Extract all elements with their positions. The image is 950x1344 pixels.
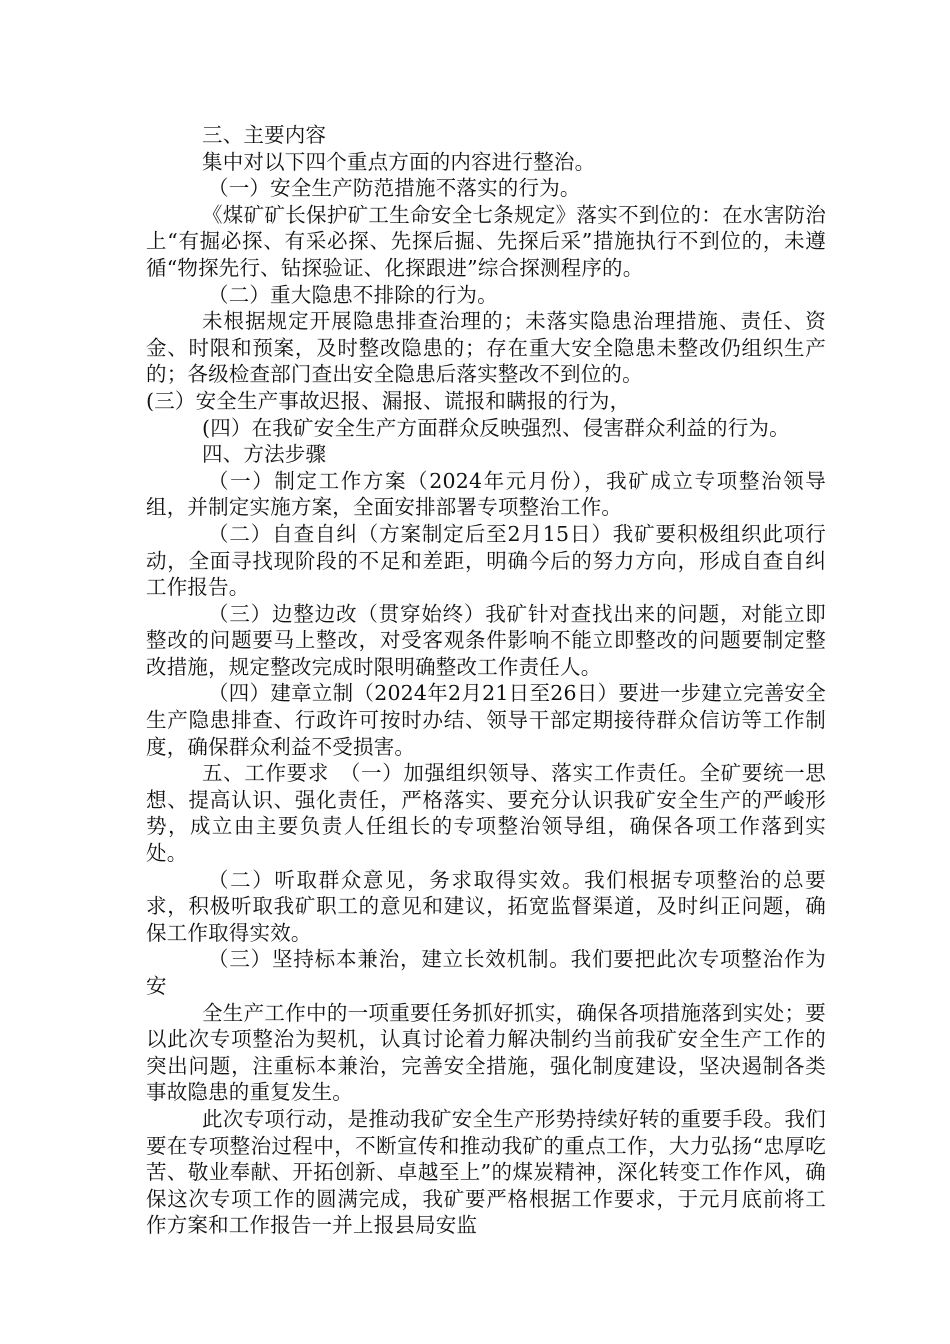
paragraph: （二）听取群众意见，务求取得实效。我们根据专项整治的总要求，积极听取我矿职工的意见和建议，拓宽监督渠道，及时纠正问题，确保工作取得实效。 — [146, 867, 826, 945]
paragraph: (三）安全生产事故迟报、漏报、谎报和瞒报的行为， — [146, 388, 631, 413]
document-body — [146, 122, 826, 1239]
paragraph: 《煤矿矿长保护矿工生命安全七条规定》落实不到位的：在水害防治上“有掘必探、有采必探、先探后掘、先探后采”措施执行不到位的，未遵循“物探先行、钻探验证、化探跟进”综合探测程序的。 — [146, 202, 826, 280]
paragraph: （四）建章立制（2024年2月21日至26日）要进一步建立完善安全生产隐患排查、行政许可按时办结、领导干部定期接待群众信访等工作制度，确保群众利益不受损害。 — [146, 681, 826, 759]
paragraph: 三、主要内容 — [202, 123, 327, 147]
paragraph: 五、工作要求 （一）加强组织领导、落实工作责任。全矿要统一思想、提高认识、强化责任，严格落实、要充分认识我矿安全生产的严峻形势，成立由主要负责人任组长的专项整治领导组，确保各项工作落到实处。 — [146, 761, 826, 866]
paragraph: 此次专项行动，是推动我矿安全生产形势持续好转的重要手段。我们要在专项整治过程中，不断宣传和推动我矿的重点工作，大力弘扬“忠厚吃苦、敬业奉献、开拓创新、卓越至上”的煤炭精神，深化转变工作作风，确保这次专项工作的圆满完成，我矿要严格根据工作要求，于元月底前将工作方案和工作报告一并上报县局安监 — [146, 1106, 826, 1238]
paragraph: (四）在我矿安全生产方面群众反映强烈、侵害群众利益的行为。 — [202, 415, 790, 440]
paragraph: 未根据规定开展隐患排查治理的；未落实隐患治理措施、责任、资金、时限和预案，及时整改隐患的；存在重大安全隐患未整改仍组织生产的；各级检查部门查出安全隐患后落实整改不到位的。 — [146, 309, 826, 387]
paragraph: 四、方法步骤 — [202, 442, 327, 467]
paragraph: 集中对以下四个重点方面的内容进行整治。 — [202, 149, 596, 174]
paragraph: （三）坚持标本兼治，建立长效机制。我们要把此次专项整治作为安 — [146, 947, 826, 998]
paragraph: （一）安全生产防范措施不落实的行为。 — [208, 176, 581, 201]
paragraph: （二）重大隐患不排除的行为。 — [208, 282, 498, 307]
paragraph: （二）自查自纠（方案制定后至2月15日）我矿要积极组织此项行动，全面寻找现阶段的不足和差距，明确今后的努力方向，形成自查自纠工作报告。 — [146, 521, 826, 600]
paragraph: （三）边整边改（贯穿始终）我矿针对查找出来的问题，对能立即整改的问题要马上整改，对受客观条件影响不能立即整改的问题要制定整改措施，规定整改完成时限明确整改工作责任人。 — [146, 601, 826, 679]
paragraph: 全生产工作中的一项重要任务抓好抓实，确保各项措施落到实处；要以此次专项整治为契机，认真讨论着力解决制约当前我矿安全生产工作的突出问题，注重标本兼治，完善安全措施，强化制度建设，坚决遏制各类事故隐患的重复发生。 — [146, 1000, 826, 1105]
paragraph: （一）制定工作方案（2024年元月份），我矿成立专项整治领导组，并制定实施方案，全面安排部署专项整治工作。 — [146, 468, 826, 520]
